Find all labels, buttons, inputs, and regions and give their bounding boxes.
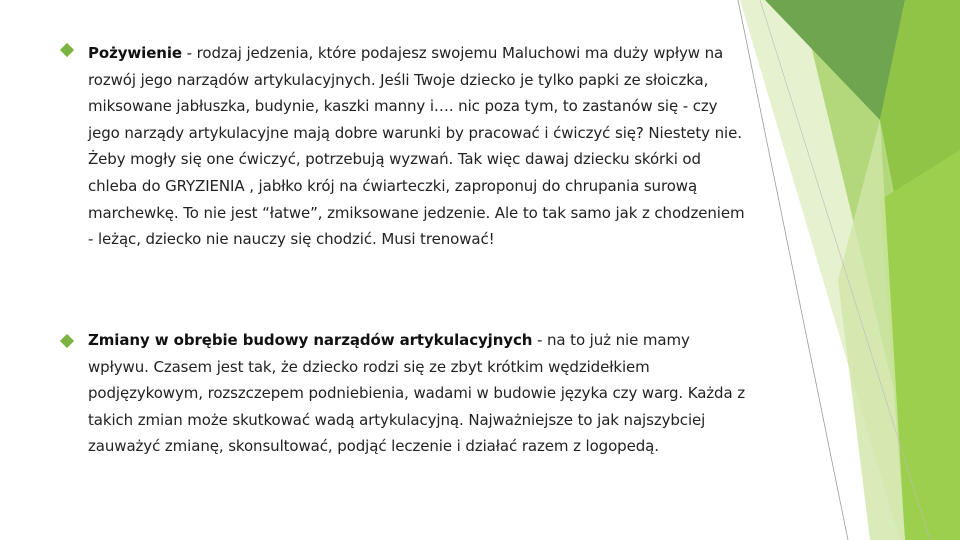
bullet-text-structure: - na to już nie mamy wpływu. Czasem jest tak, że dziecko rodzi się ze zbyt krótkim wędzidełkiem podjęzykowym, rozszczepem podniebienia, wadami w budowie języka czy warg. Każda z takich zmian może skutkować wadą artykulacyjną. Najważniejsze to jak najszybciej zauważyć zmianę, skonsultować, podjąć leczenie i działać razem z logopedą. xyxy=(88,331,746,456)
bullet-text-food: - rodzaj jedzenia, które podajesz swojemu Maluchowi ma duży wpływ na rozwój jego narządów artykulacyjnych. Jeśli Twoje dziecko je tylko papki ze słoiczka, miksowane jabłuszka, budynie, kaszki manny i…. nic poza tym, to zastanów się - czy jego narządy artykulacyjne mają dobre warunki by pracować i ćwiczyć się? Niestety nie. Żeby mogły się one ćwiczyć, potrzebują wyzwań. Tak więc dawaj dziecku skórki od chleba do GRYZIENIA , jabłko krój na ćwiarteczki, zaproponuj do chrupania surową marchewkę. To nie jest “łatwe”, zmiksowane jedzenie. Ale to tak samo jak z chodzeniem - leżąc, dziecko nie nauczy się chodzić. Musi trenować! xyxy=(88,44,745,249)
bullet-paragraph-food xyxy=(88,40,748,253)
bullet-paragraph-structure xyxy=(88,327,748,460)
diamond-bullet-icon xyxy=(60,334,74,348)
bullet-heading-structure: Zmiany w obrębie budowy narządów artykulacyjnych xyxy=(88,331,533,349)
bullet-heading-food: Pożywienie xyxy=(88,44,182,62)
diamond-bullet-icon xyxy=(60,43,74,57)
